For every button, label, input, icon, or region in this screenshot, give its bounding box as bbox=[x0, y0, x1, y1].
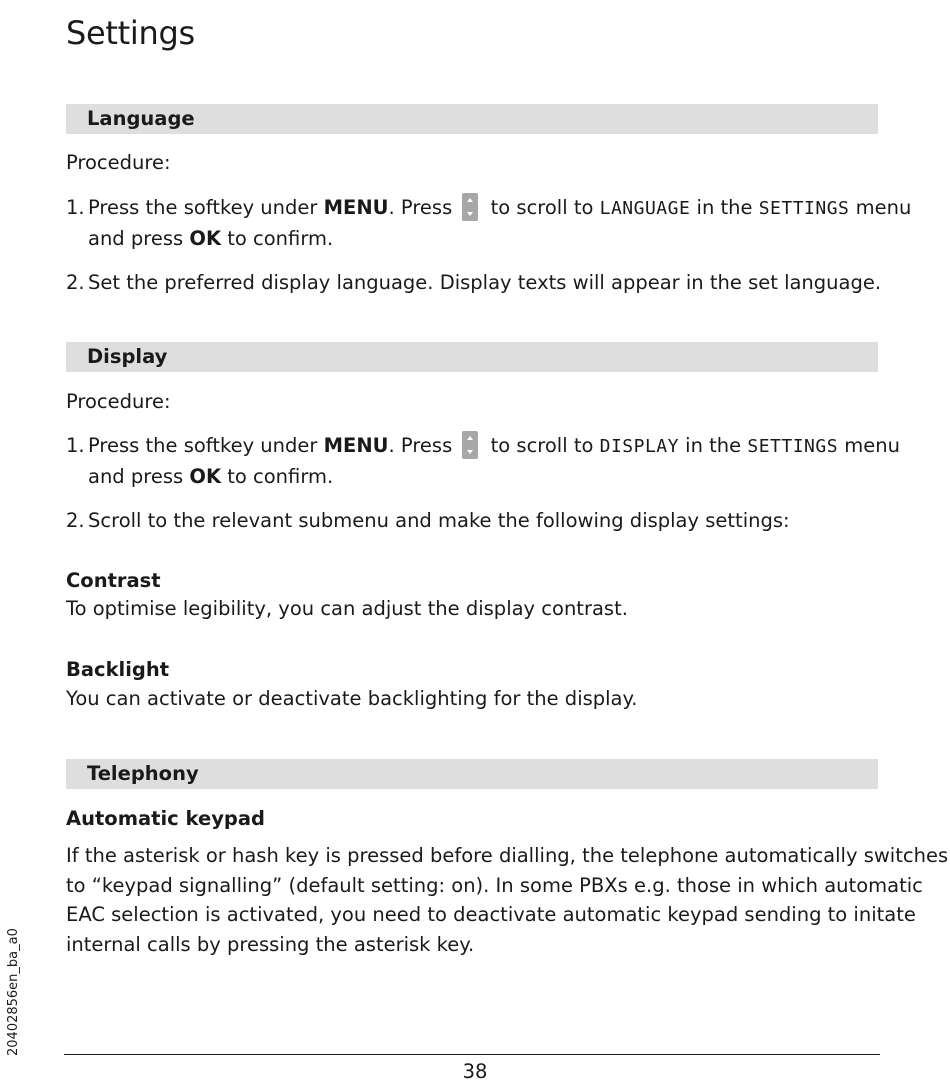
paragraph-line: If the asterisk or hash key is pressed before dialling, the telephone automatically switches bbox=[66, 844, 949, 867]
step-number: 1. bbox=[66, 196, 85, 219]
display-text-settings: SETTINGS bbox=[747, 436, 839, 457]
backlight-text: You can activate or deactivate backlighting for the display. bbox=[66, 687, 638, 710]
backlight-heading: Backlight bbox=[66, 658, 170, 681]
language-step-1: 1. Press the softkey under MENU. Press to scroll to LANGUAGE in the SETTINGS menu and press OK to confirm. bbox=[66, 193, 911, 254]
language-procedure-label: Procedure: bbox=[66, 151, 171, 174]
display-text-language: LANGUAGE bbox=[599, 198, 691, 219]
contrast-text: To optimise legibility, you can adjust the display contrast. bbox=[66, 597, 628, 620]
ok-key-label: OK bbox=[189, 465, 222, 488]
section-heading-display: Display bbox=[66, 342, 878, 372]
page-number: 38 bbox=[462, 1060, 488, 1083]
paragraph-line: internal calls by pressing the asterisk key. bbox=[66, 932, 475, 956]
menu-softkey-label: MENU bbox=[323, 434, 389, 457]
up-down-navigation-key-icon bbox=[462, 193, 478, 221]
paragraph-line: EAC selection is activated, you need to deactivate automatic keypad sending to initate bbox=[66, 903, 916, 926]
up-down-navigation-key-icon bbox=[462, 431, 478, 459]
display-step-2: 2. Scroll to the relevant submenu and make the following display settings: bbox=[66, 506, 790, 536]
automatic-keypad-heading: Automatic keypad bbox=[66, 807, 265, 830]
section-heading-telephony: Telephony bbox=[66, 759, 878, 789]
automatic-keypad-paragraph bbox=[66, 841, 949, 959]
footer-divider bbox=[64, 1054, 880, 1055]
contrast-heading: Contrast bbox=[66, 569, 161, 592]
step-number: 1. bbox=[66, 434, 85, 457]
paragraph-line: to “keypad signalling” (default setting: on). In some PBXs e.g. those in which automatic bbox=[66, 873, 923, 897]
language-step-2: 2. Set the preferred display language. Display texts will appear in the set language. bbox=[66, 268, 881, 298]
ok-key-label: OK bbox=[189, 227, 222, 250]
section-heading-language: Language bbox=[66, 104, 878, 134]
display-step-1: 1. Press the softkey under MENU. Press to scroll to DISPLAY in the SETTINGS menu and press OK to confirm. bbox=[66, 431, 900, 492]
display-text-display: DISPLAY bbox=[599, 436, 679, 457]
menu-softkey-label: MENU bbox=[323, 196, 389, 219]
display-text-settings: SETTINGS bbox=[758, 198, 850, 219]
step-number: 2. bbox=[66, 271, 85, 294]
page-title: Settings bbox=[66, 14, 195, 52]
step-number: 2. bbox=[66, 509, 85, 532]
document-code: 20402856en_ba_a0 bbox=[6, 928, 21, 1056]
display-procedure-label: Procedure: bbox=[66, 390, 171, 413]
